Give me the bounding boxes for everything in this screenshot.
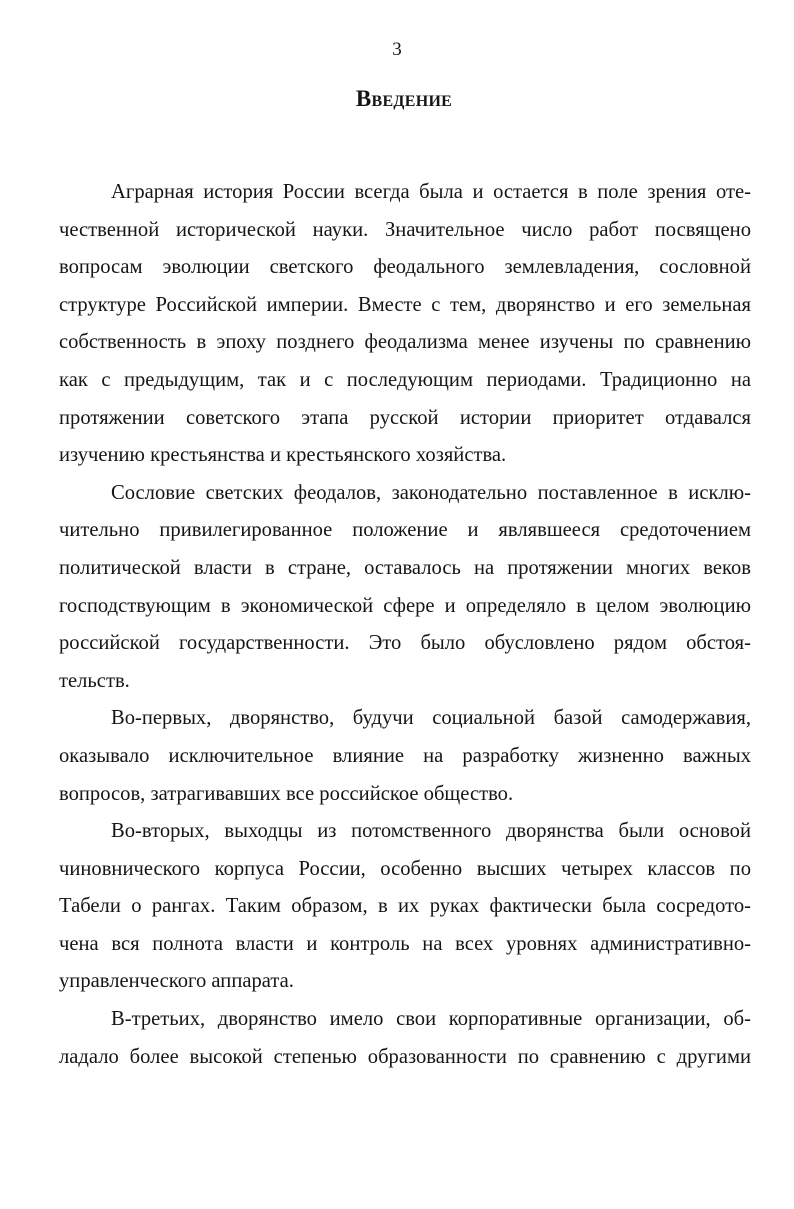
text-line: протяжении советского этапа русской истории приоритет отдавался: [59, 406, 751, 429]
text-line: чена вся полнота власти и контроль на всех уровнях административно-: [59, 932, 751, 955]
text-line: структуре Российской империи. Вместе с тем, дворянство и его земельная: [59, 293, 751, 316]
text-line: чественной исторической науки. Значительное число работ посвящено: [59, 218, 751, 241]
text-line: ладало более высокой степенью образованности по сравнению с другими: [59, 1045, 751, 1068]
page-number: 3: [392, 39, 402, 60]
text-line: политической власти в стране, оставалось на протяжении многих веков: [59, 556, 751, 579]
text-line: тельств.: [59, 669, 130, 692]
paragraph-feudal-estate: [59, 475, 751, 701]
page-title: Введение: [355, 86, 453, 111]
text-line: Во-вторых, выходцы из потомственного дворянства были основой: [111, 820, 751, 843]
text-line: чительно привилегированное положение и являвшееся средоточением: [59, 519, 751, 542]
text-line: В-третьих, дворянство имело свои корпоративные организации, об-: [111, 1008, 751, 1031]
text-line: господствующим в экономической сфере и определяло в целом эволюцию: [59, 594, 751, 617]
text-line: Сословие светских феодалов, законодательно поставленное в исклю-: [111, 481, 751, 504]
paragraph-agrarian-history: [59, 174, 751, 475]
paragraph-thirdly: [59, 1001, 751, 1076]
text-line: вопросов, затрагивавших все российское общество.: [59, 782, 514, 805]
paragraph-secondly: [59, 813, 751, 1001]
text-line: как с предыдущим, так и с последующим периодами. Традиционно на: [59, 368, 751, 391]
text-line: оказывало исключительное влияние на разработку жизненно важных: [59, 744, 751, 767]
text-line: управленческого аппарата.: [59, 970, 294, 993]
text-line: чиновнического корпуса России, особенно высших четырех классов по: [59, 857, 751, 880]
text-line: Табели о рангах. Таким образом, в их руках фактически была сосредото-: [59, 895, 751, 918]
text-line: Аграрная история России всегда была и остается в поле зрения оте-: [111, 181, 751, 203]
text-line: собственность в эпоху позднего феодализма менее изучены по сравнению: [59, 331, 751, 354]
text-line: Во-первых, дворянство, будучи социальной базой самодержавия,: [111, 707, 751, 730]
text-line: российской государственности. Это было обусловлено рядом обстоя-: [59, 632, 751, 655]
paragraph-firstly: [59, 700, 751, 813]
text-line: изучению крестьянства и крестьянского хозяйства.: [59, 444, 507, 467]
body-text: [59, 174, 751, 1076]
text-line: вопросам эволюции светского феодального землевладения, сословной: [59, 256, 751, 279]
